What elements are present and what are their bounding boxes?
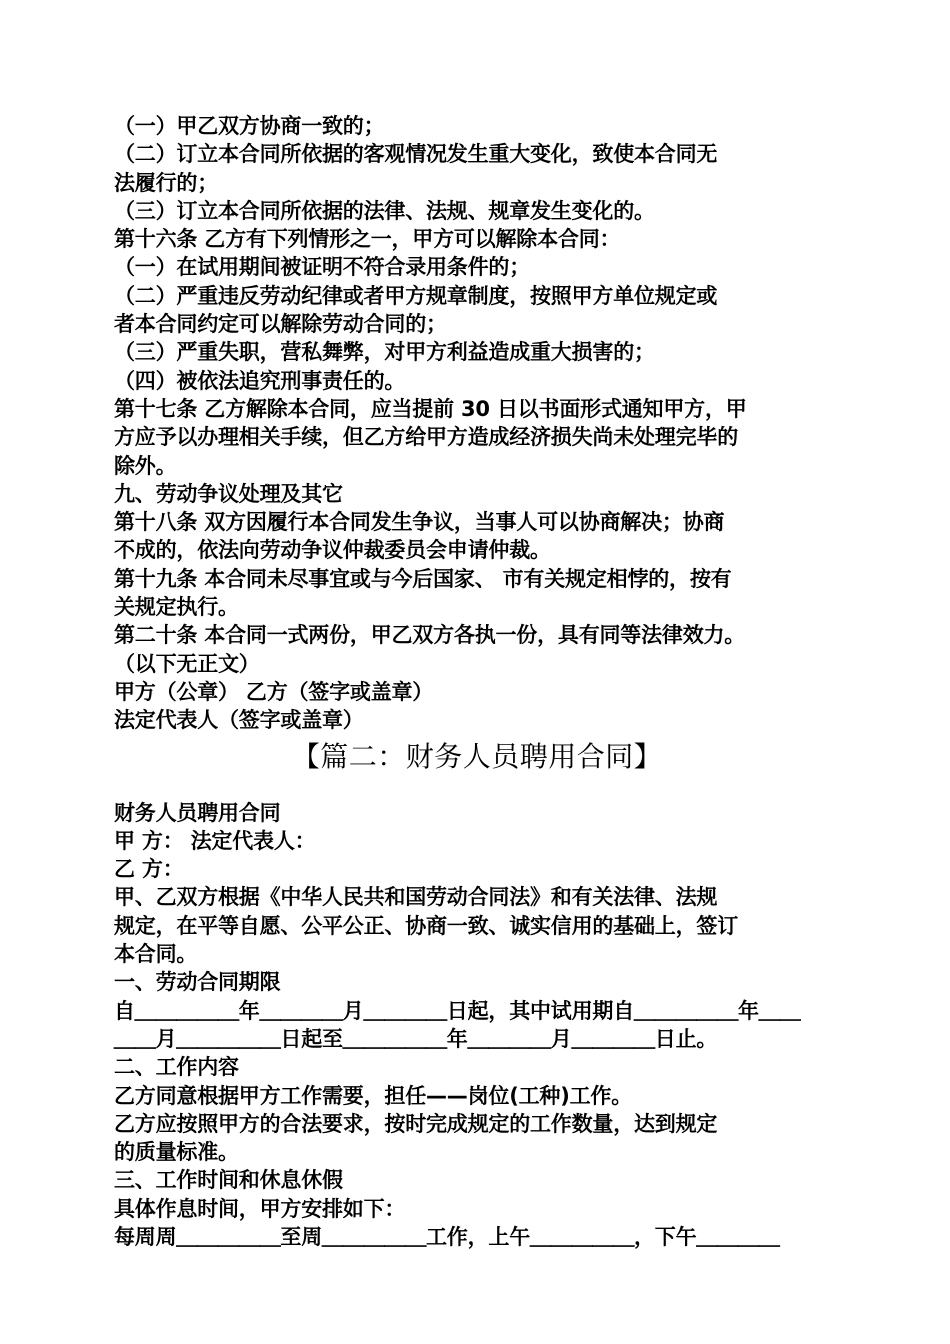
text-line: （二）严重违反劳动纪律或者甲方规章制度，按照甲方单位规定或 (114, 283, 718, 308)
text-line: 法定代表人（签字或盖章） (114, 708, 364, 733)
text-line: 除外。 (114, 453, 177, 478)
text-line: （二）订立本合同所依据的客观情况发生重大变化，致使本合同无 (114, 142, 718, 167)
text-line: 乙方应按照甲方的合法要求，按时完成规定的工作数量，达到规定 (114, 1111, 718, 1136)
text-line: （一）甲乙双方协商一致的； (114, 114, 385, 138)
document-page (114, 112, 840, 1251)
text-line: 乙方同意根据甲方工作需要，担任——岗位(工种)工作。 (114, 1083, 632, 1108)
text-line: ＿＿月＿＿＿＿＿日起至＿＿＿＿＿年＿＿＿＿月＿＿＿＿日止。 (114, 1026, 718, 1051)
text-line: 第十九条 本合同未尽事宜或与今后国家、 市有关规定相悖的，按有 (114, 566, 732, 591)
text-line: 关规定执行。 (114, 595, 239, 620)
text-line: 具体作息时间，甲方安排如下： (114, 1196, 406, 1221)
text-line: （三）严重失职，营私舞弊，对甲方利益造成重大损害的； (114, 340, 655, 365)
text-line: 不成的，依法向劳动争议仲裁委员会申请仲裁。 (114, 538, 551, 563)
text-line: 九、劳动争议处理及其它 (114, 481, 343, 506)
text-line: 财务人员聘用合同 (114, 800, 281, 825)
text-line: 甲、乙双方根据《中华人民共和国劳动合同法》和有关法律、法规 (114, 885, 718, 910)
text-line: 第二十条 本合同一式两份，甲乙双方各执一份，具有同等法律效力。 (114, 623, 746, 648)
text-line: 本合同。 (114, 942, 198, 967)
text-line: 自＿＿＿＿＿年＿＿＿＿月＿＿＿＿日起，其中试用期自＿＿＿＿＿年＿＿ (114, 998, 801, 1023)
section-heading: 【篇二：财务人员聘用合同】 (291, 739, 663, 773)
text-line: 三、工作时间和休息休假 (114, 1168, 343, 1193)
text-line: 一、劳动合同期限 (114, 970, 281, 995)
text-line: 乙 方： (114, 857, 184, 882)
text-line: （以下无正文） (114, 651, 260, 676)
text-line: 者本合同约定可以解除劳动合同的； (114, 312, 447, 337)
text-line: 规定，在平等自愿、公平公正、协商一致、诚实信用的基础上，签订 (114, 913, 738, 938)
text-line: 方应予以办理相关手续，但乙方给甲方造成经济损失尚未处理完毕的 (114, 425, 738, 450)
text-line: 甲 方： 法定代表人： (114, 828, 316, 853)
text-line: 法履行的； (114, 170, 218, 195)
contract-body-part2 (114, 799, 840, 1252)
text-line: （三）订立本合同所依据的法律、法规、规章发生变化的。 (114, 198, 655, 223)
text-line: 二、工作内容 (114, 1055, 239, 1080)
text-line: 第十八条 双方因履行本合同发生争议，当事人可以协商解决；协商 (114, 510, 725, 535)
text-line: 第十六条 乙方有下列情形之一，甲方可以解除本合同： (114, 227, 621, 252)
text-line: 第十七条 乙方解除本合同，应当提前 30 日以书面形式通知甲方，甲 (114, 396, 747, 421)
contract-body-part1 (114, 112, 840, 735)
text-line: 每周周＿＿＿＿＿至周＿＿＿＿＿工作，上午＿＿＿＿＿，下午＿＿＿＿ (114, 1224, 780, 1249)
text-line: （四）被依法追究刑事责任的。 (114, 368, 406, 393)
text-line: 甲方（公章） 乙方（签字或盖章） (114, 679, 434, 704)
text-line: 的质量标准。 (114, 1140, 239, 1165)
text-line: （一）在试用期间被证明不符合录用条件的； (114, 255, 530, 280)
